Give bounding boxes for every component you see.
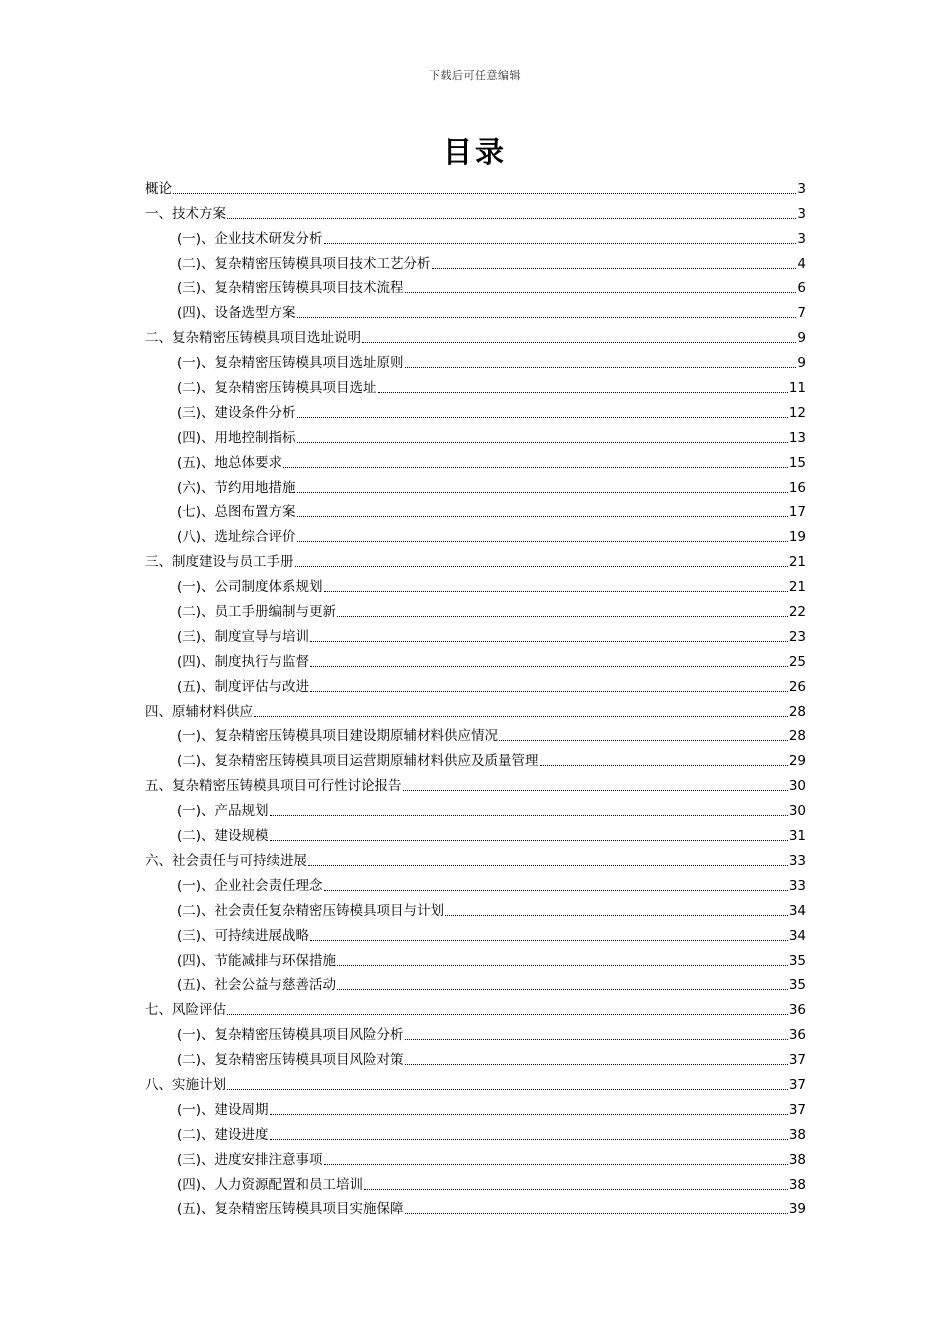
toc-entry-label: 五、复杂精密压铸模具项目可行性讨论报告 (145, 778, 402, 795)
toc-entry-label: (四)、设备选型方案 (177, 305, 296, 322)
toc-entry-label: (一)、建设周期 (177, 1101, 269, 1118)
toc-entry-label: 概论 (145, 180, 172, 197)
toc-entry-page-number: 11 (788, 380, 806, 397)
toc-dot-leader (540, 765, 788, 766)
toc-entry-page-number: 9 (797, 355, 806, 372)
toc-entry[interactable] (145, 972, 806, 997)
toc-dot-leader (432, 268, 797, 269)
toc-entry-label: 一、技术方案 (145, 205, 226, 222)
toc-entry-label: (三)、制度宣导与培训 (177, 628, 310, 645)
toc-entry-label: 八、实施计划 (145, 1076, 226, 1093)
toc-entry-page-number: 17 (788, 504, 806, 521)
toc-entry-page-number: 4 (797, 255, 806, 272)
toc-entry-label: (三)、进度安排注意事项 (177, 1151, 323, 1168)
toc-entry[interactable] (145, 275, 806, 300)
toc-entry-label: (二)、复杂精密压铸模具项目技术工艺分析 (177, 255, 431, 272)
toc-entry-page-number: 37 (788, 1052, 806, 1069)
toc-dot-leader (227, 1089, 788, 1090)
toc-entry-page-number: 3 (797, 180, 806, 197)
toc-dot-leader (297, 417, 788, 418)
toc-entry-page-number: 35 (788, 977, 806, 994)
toc-dot-leader (270, 1139, 788, 1140)
toc-entry-label: (二)、建设进度 (177, 1126, 269, 1143)
toc-dot-leader (270, 815, 788, 816)
toc-dot-leader (362, 342, 796, 343)
toc-dot-leader (227, 1014, 788, 1015)
toc-entry-page-number: 36 (788, 1027, 806, 1044)
toc-entry[interactable] (145, 1196, 806, 1221)
toc-entry-label: (五)、复杂精密压铸模具项目实施保障 (177, 1201, 404, 1218)
toc-entry-page-number: 38 (788, 1126, 806, 1143)
toc-entry-label: (二)、员工手册编制与更新 (177, 604, 337, 621)
toc-dot-leader (337, 989, 788, 990)
toc-entry-label: (二)、建设规模 (177, 828, 269, 845)
toc-entry-label: (四)、节能减排与环保措施 (177, 952, 337, 969)
toc-entry-label: 三、制度建设与员工手册 (145, 554, 294, 571)
toc-entry[interactable] (145, 772, 806, 797)
toc-dot-leader (324, 243, 797, 244)
toc-dot-leader (310, 691, 788, 692)
toc-dot-leader (270, 840, 788, 841)
toc-entry-label: (四)、人力资源配置和员工培训 (177, 1176, 364, 1193)
toc-entry-label: 七、风险评估 (145, 1002, 226, 1019)
toc-entry[interactable] (145, 1046, 806, 1071)
toc-entry-label: (二)、社会责任复杂精密压铸模具项目与计划 (177, 902, 445, 919)
toc-title: 目录 (442, 135, 507, 169)
toc-dot-leader (364, 1189, 788, 1190)
toc-entry-label: (三)、复杂精密压铸模具项目技术流程 (177, 280, 404, 297)
toc-entry-page-number: 28 (788, 703, 806, 720)
toc-entry-label: (四)、制度执行与监督 (177, 653, 310, 670)
toc-entry[interactable] (145, 797, 806, 822)
toc-dot-leader (337, 616, 788, 617)
toc-dot-leader (283, 467, 788, 468)
toc-entry[interactable] (145, 648, 806, 673)
toc-entry-page-number: 7 (797, 305, 806, 322)
toc-dot-leader (297, 516, 788, 517)
toc-entry[interactable] (145, 996, 806, 1021)
toc-dot-leader (308, 865, 788, 866)
toc-entry-label: (五)、社会公益与慈善活动 (177, 977, 337, 994)
toc-dot-leader (295, 566, 788, 567)
toc-entry-label: (六)、节约用地措施 (177, 479, 296, 496)
toc-entry[interactable] (145, 673, 806, 698)
toc-dot-leader (378, 392, 788, 393)
toc-dot-leader (227, 218, 796, 219)
toc-entry-label: (五)、制度评估与改进 (177, 678, 310, 695)
toc-entry[interactable] (145, 872, 806, 897)
toc-entry-page-number: 12 (788, 404, 806, 421)
toc-entry[interactable] (145, 747, 806, 772)
toc-entry-page-number: 13 (788, 429, 806, 446)
toc-dot-leader (297, 541, 788, 542)
toc-entry-label: 四、原辅材料供应 (145, 703, 253, 720)
toc-dot-leader (254, 716, 788, 717)
toc-entry[interactable] (145, 1171, 806, 1196)
toc-entry-page-number: 37 (788, 1076, 806, 1093)
toc-dot-leader (405, 1064, 788, 1065)
toc-dot-leader (499, 740, 788, 741)
toc-entry-page-number: 3 (797, 205, 806, 222)
toc-dot-leader (310, 666, 788, 667)
toc-entry[interactable] (145, 225, 806, 250)
toc-entry-page-number: 16 (788, 479, 806, 496)
toc-entry-page-number: 38 (788, 1151, 806, 1168)
header-note: 下载后可任意编辑 (429, 69, 521, 82)
toc-dot-leader (324, 1164, 788, 1165)
toc-entry[interactable] (145, 349, 806, 374)
toc-entry[interactable] (145, 1096, 806, 1121)
toc-dot-leader (310, 641, 788, 642)
toc-entry-label: 六、社会责任与可持续进展 (145, 852, 307, 869)
toc-entry-label: (一)、公司制度体系规划 (177, 579, 323, 596)
toc-dot-leader (445, 915, 788, 916)
toc-entry[interactable] (145, 922, 806, 947)
toc-entry-page-number: 22 (788, 604, 806, 621)
toc-entry[interactable] (145, 449, 806, 474)
toc-dot-leader (173, 193, 796, 194)
toc-entry[interactable] (145, 947, 806, 972)
toc-dot-leader (297, 317, 797, 318)
toc-entry-page-number: 31 (788, 828, 806, 845)
toc-entry[interactable] (145, 548, 806, 573)
toc-entry[interactable] (145, 523, 806, 548)
toc-dot-leader (337, 965, 788, 966)
toc-dot-leader (310, 940, 788, 941)
toc-entry[interactable] (145, 723, 806, 748)
toc-entry-page-number: 36 (788, 1002, 806, 1019)
toc-entry-page-number: 33 (788, 852, 806, 869)
toc-entry-page-number: 29 (788, 753, 806, 770)
toc-entry[interactable] (145, 299, 806, 324)
toc-entry-label: (三)、可持续进展战略 (177, 927, 310, 944)
toc-entry-page-number: 23 (788, 628, 806, 645)
toc-entry-page-number: 9 (797, 330, 806, 347)
toc-entry[interactable] (145, 474, 806, 499)
toc-entry[interactable] (145, 175, 806, 200)
toc-entry-label: 二、复杂精密压铸模具项目选址说明 (145, 330, 361, 347)
toc-entry-label: (一)、企业社会责任理念 (177, 877, 323, 894)
toc-entry-page-number: 33 (788, 877, 806, 894)
toc-entry[interactable] (145, 499, 806, 524)
toc-entry-page-number: 19 (788, 529, 806, 546)
toc-entry[interactable] (145, 1121, 806, 1146)
toc-entry[interactable] (145, 1071, 806, 1096)
table-of-contents (145, 175, 806, 1220)
toc-dot-leader (297, 442, 788, 443)
toc-entry-label: (五)、地总体要求 (177, 454, 283, 471)
toc-entry-page-number: 39 (788, 1201, 806, 1218)
toc-entry[interactable] (145, 847, 806, 872)
toc-entry-label: (一)、复杂精密压铸模具项目建设期原辅材料供应情况 (177, 728, 499, 745)
toc-entry[interactable] (145, 822, 806, 847)
toc-entry-page-number: 30 (788, 778, 806, 795)
toc-entry-label: (七)、总图布置方案 (177, 504, 296, 521)
toc-entry-page-number: 34 (788, 927, 806, 944)
toc-entry-page-number: 25 (788, 653, 806, 670)
toc-entry[interactable] (145, 698, 806, 723)
toc-entry[interactable] (145, 573, 806, 598)
toc-dot-leader (405, 1213, 788, 1214)
toc-entry[interactable] (145, 374, 806, 399)
toc-dot-leader (405, 367, 797, 368)
toc-entry-label: (二)、复杂精密压铸模具项目选址 (177, 380, 377, 397)
toc-dot-leader (405, 1039, 788, 1040)
toc-entry[interactable] (145, 324, 806, 349)
toc-entry-page-number: 3 (797, 230, 806, 247)
toc-dot-leader (270, 1114, 788, 1115)
toc-entry-label: (一)、企业技术研发分析 (177, 230, 323, 247)
toc-entry[interactable] (145, 1021, 806, 1046)
toc-dot-leader (405, 292, 797, 293)
toc-entry-label: (四)、用地控制指标 (177, 429, 296, 446)
toc-entry-page-number: 28 (788, 728, 806, 745)
toc-entry[interactable] (145, 399, 806, 424)
toc-entry[interactable] (145, 598, 806, 623)
toc-entry[interactable] (145, 200, 806, 225)
toc-entry-page-number: 26 (788, 678, 806, 695)
toc-entry-page-number: 34 (788, 902, 806, 919)
toc-entry-label: (一)、复杂精密压铸模具项目选址原则 (177, 355, 404, 372)
toc-entry[interactable] (145, 424, 806, 449)
toc-dot-leader (403, 790, 788, 791)
toc-entry-page-number: 35 (788, 952, 806, 969)
toc-entry[interactable] (145, 897, 806, 922)
toc-entry-page-number: 21 (788, 554, 806, 571)
toc-entry-label: (八)、选址综合评价 (177, 529, 296, 546)
toc-entry-label: (二)、复杂精密压铸模具项目风险对策 (177, 1052, 404, 1069)
toc-entry[interactable] (145, 1146, 806, 1171)
toc-entry-label: (三)、建设条件分析 (177, 404, 296, 421)
toc-entry[interactable] (145, 250, 806, 275)
toc-entry-page-number: 15 (788, 454, 806, 471)
toc-entry-page-number: 6 (797, 280, 806, 297)
toc-entry-label: (一)、产品规划 (177, 803, 269, 820)
toc-entry-page-number: 37 (788, 1101, 806, 1118)
toc-entry-page-number: 21 (788, 579, 806, 596)
toc-dot-leader (297, 492, 788, 493)
toc-dot-leader (324, 890, 788, 891)
toc-entry[interactable] (145, 623, 806, 648)
toc-entry-label: (一)、复杂精密压铸模具项目风险分析 (177, 1027, 404, 1044)
toc-entry-page-number: 30 (788, 803, 806, 820)
toc-entry-label: (二)、复杂精密压铸模具项目运营期原辅材料供应及质量管理 (177, 753, 539, 770)
toc-dot-leader (324, 591, 788, 592)
toc-entry-page-number: 38 (788, 1176, 806, 1193)
